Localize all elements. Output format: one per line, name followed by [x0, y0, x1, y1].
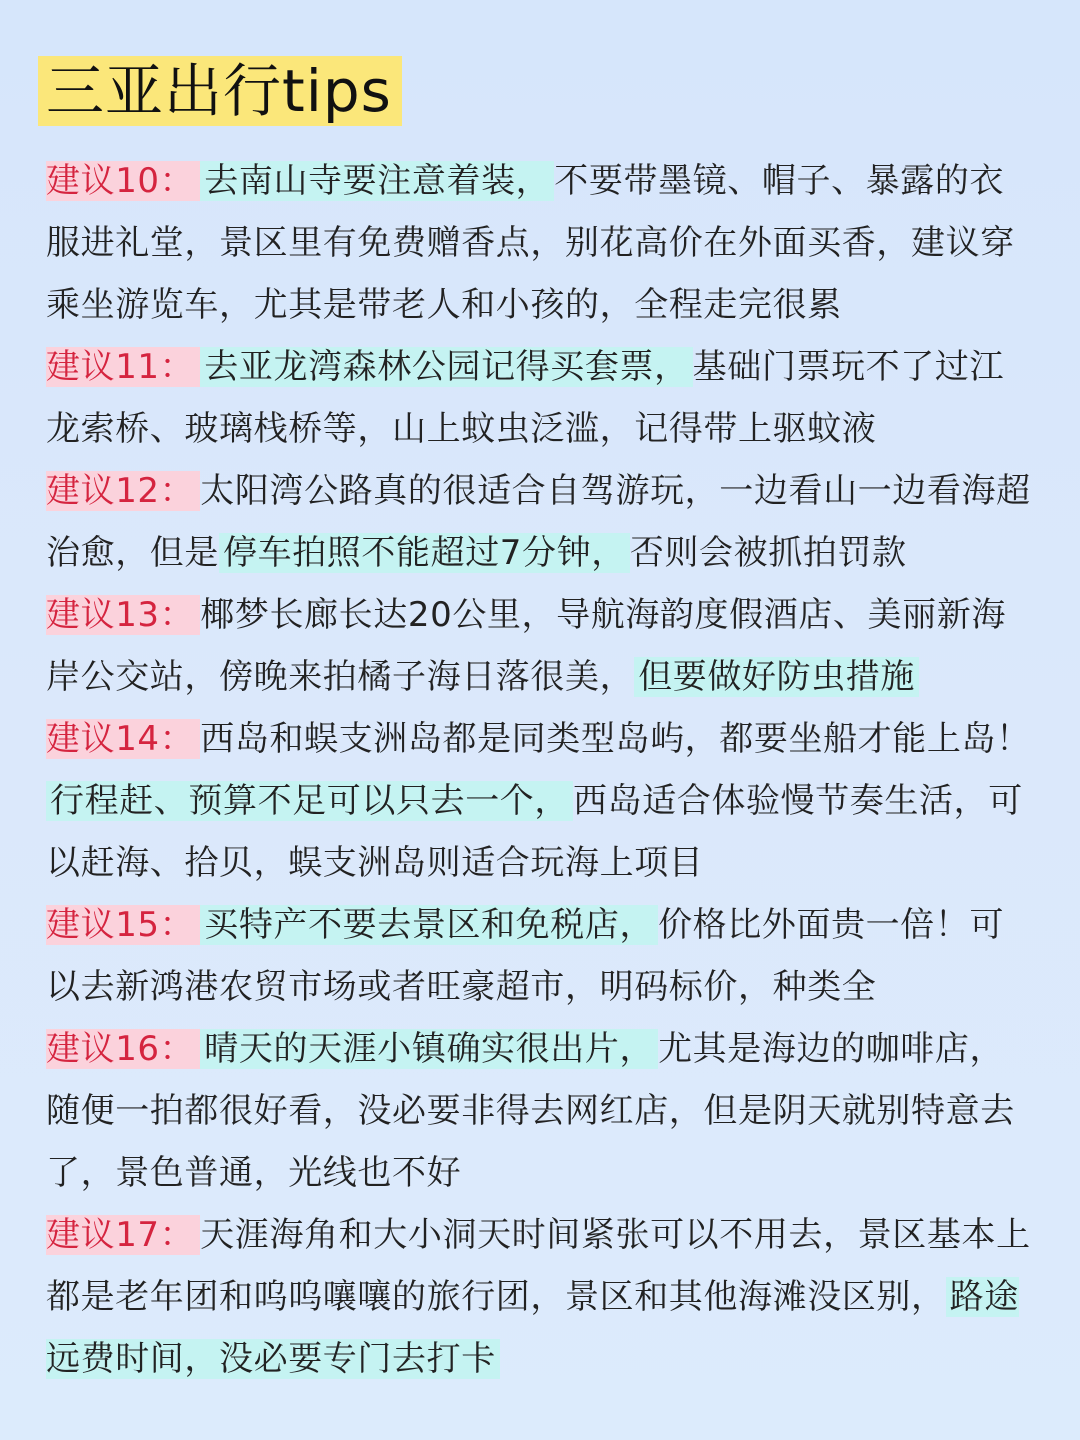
- tip-highlight: 停车拍照不能超过7分钟，: [219, 533, 630, 573]
- page-title: 三亚出行tips: [38, 56, 402, 126]
- tip-text: 基础门票玩不了过江龙索桥、玻璃栈桥等，山上蚊虫泛滥，记得带上驱蚊液: [46, 347, 1005, 449]
- tip-label: 建议11：: [46, 347, 200, 387]
- tip-17: [46, 1204, 1036, 1390]
- tip-highlight: 买特产不要去景区和免税店，: [200, 905, 658, 945]
- tip-highlight: 去南山寺要注意着装，: [200, 161, 554, 201]
- tip-text: 西岛适合体验慢节奏生活，可以赶海、拾贝，蜈支洲岛则适合玩海上项目: [46, 781, 1023, 883]
- tip-13: [46, 584, 1036, 708]
- tip-text: 价格比外面贵一倍！可以去新鸿港农贸市场或者旺豪超市，明码标价，种类全: [46, 905, 1005, 1007]
- tip-highlight: 去亚龙湾森林公园记得买套票，: [200, 347, 692, 387]
- tip-10: [46, 150, 1036, 336]
- tip-text: 太阳湾公路真的很适合自驾游玩，一边看山一边看海超治愈，但是: [46, 471, 1031, 573]
- tip-label: 建议14：: [46, 719, 200, 759]
- tips-content: [46, 150, 1036, 1390]
- tip-label: 建议16：: [46, 1029, 200, 1069]
- tip-label: 建议17：: [46, 1215, 200, 1255]
- tip-16: [46, 1018, 1036, 1204]
- tip-14: [46, 708, 1036, 894]
- tip-text: 天涯海角和大小洞天时间紧张可以不用去，景区基本上都是老年团和呜呜嚷嚷的旅行团，景区和其他海滩没区别，: [46, 1215, 1031, 1317]
- tip-highlight: 行程赶、预算不足可以只去一个，: [46, 781, 573, 821]
- tip-text: 否则会被抓拍罚款: [629, 533, 907, 573]
- tip-15: [46, 894, 1036, 1018]
- tip-text: 尤其是海边的咖啡店，随便一拍都很好看，没必要非得去网红店，但是阴天就别特意去了，景色普通，光线也不好: [46, 1029, 1015, 1193]
- tip-label: 建议15：: [46, 905, 200, 945]
- title-wrap: [38, 56, 402, 126]
- tip-text: 西岛和蜈支洲岛都是同类型岛屿，都要坐船才能上岛！: [200, 719, 1031, 759]
- tip-text: 椰梦长廊长达20公里，导航海韵度假酒店、美丽新海岸公交站，傍晚来拍橘子海日落很美，: [46, 595, 1006, 697]
- tip-11: [46, 336, 1036, 460]
- tip-12: [46, 460, 1036, 584]
- tip-label: 建议12：: [46, 471, 200, 511]
- tip-label: 建议10：: [46, 161, 200, 201]
- tip-label: 建议13：: [46, 595, 200, 635]
- tip-text: 不要带墨镜、帽子、暴露的衣服进礼堂，景区里有免费赠香点，别花高价在外面买香，建议穿乘坐游览车，尤其是带老人和小孩的，全程走完很累: [46, 161, 1015, 325]
- tip-highlight: 晴天的天涯小镇确实很出片，: [200, 1029, 658, 1069]
- tip-highlight: 路途远费时间，没必要专门去打卡: [46, 1277, 1019, 1379]
- tip-highlight: 但要做好防虫措施: [634, 657, 919, 697]
